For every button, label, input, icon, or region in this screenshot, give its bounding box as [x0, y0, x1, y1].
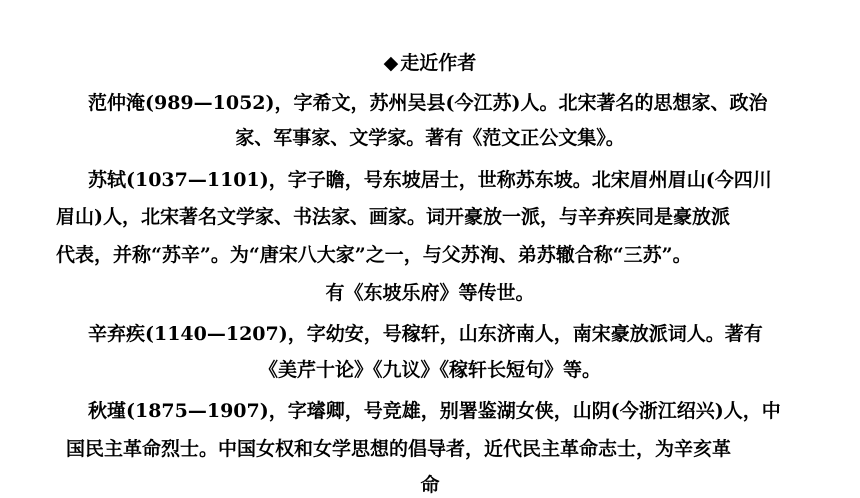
- paragraph-line: 范仲淹(989—1052)，字希文，苏州吴县(今江苏)人。北宋著名的思想家、政治: [88, 92, 768, 114]
- paragraph-line: 辛弃疾(1140—1207)，字幼安，号稼轩，山东济南人，南宋豪放派词人。著有: [88, 323, 763, 345]
- paragraph-line: 命: [420, 474, 440, 496]
- paragraph-line: 代表，并称“苏辛”。为“唐宋八大家”之一，与父苏洵、弟苏辙合称“三苏”。: [56, 244, 692, 266]
- paragraph-line: 国民主革命烈士。中国女权和女学思想的倡导者，近代民主革命志士，为辛亥革: [66, 438, 732, 460]
- paragraph-line: 家、军事家、文学家。著有《范文正公文集》。: [235, 127, 625, 149]
- section-heading-text: 走近作者: [400, 52, 477, 74]
- paragraph-line: 有《东坡乐府》等传世。: [325, 282, 535, 304]
- paragraph-line: 《美芹十论》《九议》《稼轩长短句》等。: [258, 359, 601, 381]
- paragraph-line: 秋瑾(1875—1907)，字璿卿，号竞雄，别署鉴湖女侠，山阴(今浙江绍兴)人，中: [88, 400, 781, 422]
- diamond-bullet-icon: ◆: [383, 52, 399, 74]
- paragraph-line: 眉山)人，北宋著名文学家、书法家、画家。词开豪放一派，与辛弃疾同是豪放派: [56, 206, 730, 228]
- paragraph-line: 苏轼(1037—1101)，字子瞻，号东坡居士，世称苏东坡。北宋眉州眉山(今四川: [88, 169, 772, 191]
- section-heading: [0, 50, 860, 76]
